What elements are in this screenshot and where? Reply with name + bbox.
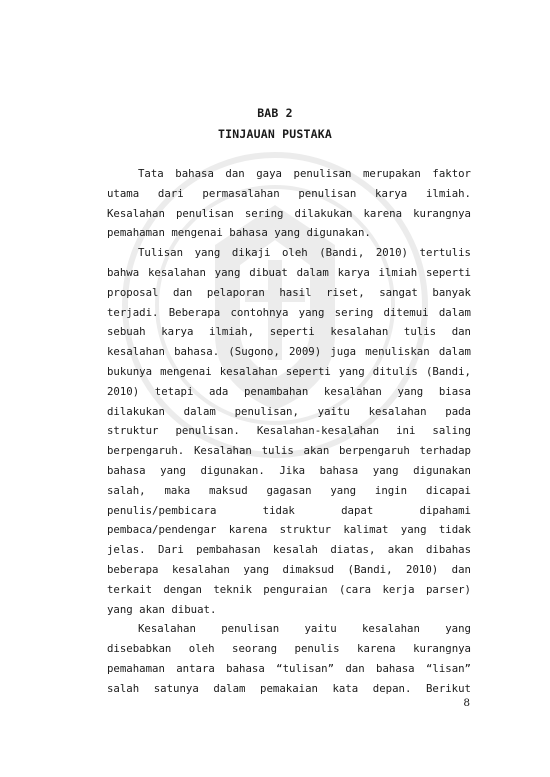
text-line: bahwa kesalahan yang dibuat dalam karya ilmiah seperti — [107, 265, 471, 279]
text-line: salah satunya dalam pemakaian kata depan. Berikut — [107, 681, 471, 695]
text-line: Tata bahasa dan gaya penulisan merupakan faktor — [138, 167, 471, 180]
text-line: Kesalahan penulisan yaitu kesalahan yang — [138, 622, 471, 636]
text-line: salah, maka maksud gagasan yang ingin dicapai — [107, 483, 471, 497]
text-line: terkait dengan teknik penguraian (cara kerja parser) — [107, 582, 471, 596]
text-line: penulis/pembicara tidak dapat dipahami — [107, 503, 471, 517]
body-text — [107, 164, 471, 699]
text-line: bukunya mengenai kesalahan seperti yang ditulis (Bandi, — [107, 364, 471, 378]
text-line: terjadi. Beberapa contohnya yang sering ditemui dalam — [107, 305, 471, 319]
page-number: 8 — [463, 697, 470, 709]
paragraph-3 — [107, 619, 471, 698]
text-line: pemahaman antara bahasa “tulisan” dan bahasa “lisan” — [107, 661, 471, 675]
text-line: bahasa yang digunakan. Jika bahasa yang digunakan — [107, 463, 471, 477]
text-line: sebuah karya ilmiah, seperti kesalahan tulis dan — [107, 325, 471, 339]
chapter-number: BAB 2 — [257, 106, 293, 120]
text-line: berpengaruh. Kesalahan tulis akan berpengaruh terhadap — [107, 444, 471, 458]
text-line: utama dari permasalahan penulisan karya ilmiah. — [107, 186, 471, 200]
chapter-title: TINJAUAN PUSTAKA — [218, 127, 332, 141]
text-line: kesalahan bahasa. (Sugono, 2009) juga menuliskan dalam — [107, 345, 471, 359]
text-line: yang akan dibuat. — [107, 602, 217, 616]
text-line: struktur penulisan. Kesalahan-kesalahan ini saling — [107, 424, 471, 438]
text-line: proposal dan pelaporan hasil riset, sangat banyak — [107, 285, 471, 299]
text-line: 2010) tetapi ada penambahan kesalahan yang biasa — [107, 384, 471, 398]
text-line: dilakukan dalam penulisan, yaitu kesalahan pada — [107, 404, 471, 418]
paragraph-2 — [107, 243, 471, 619]
text-line: Tulisan yang dikaji oleh (Bandi, 2010) tertulis — [138, 246, 471, 260]
text-line: Kesalahan penulisan sering dilakukan karena kurangnya — [107, 206, 471, 220]
text-line: disebabkan oleh seorang penulis karena kurangnya — [107, 642, 471, 656]
text-line: beberapa kesalahan yang dimaksud (Bandi, 2010) dan — [107, 562, 471, 576]
text-line: jelas. Dari pembahasan kesalah diatas, akan dibahas — [107, 543, 471, 557]
text-line: pemahaman mengenai bahasa yang digunakan. — [107, 226, 371, 240]
paragraph-1 — [107, 164, 471, 243]
text-line: pembaca/pendengar karena struktur kalimat yang tidak — [107, 523, 471, 537]
